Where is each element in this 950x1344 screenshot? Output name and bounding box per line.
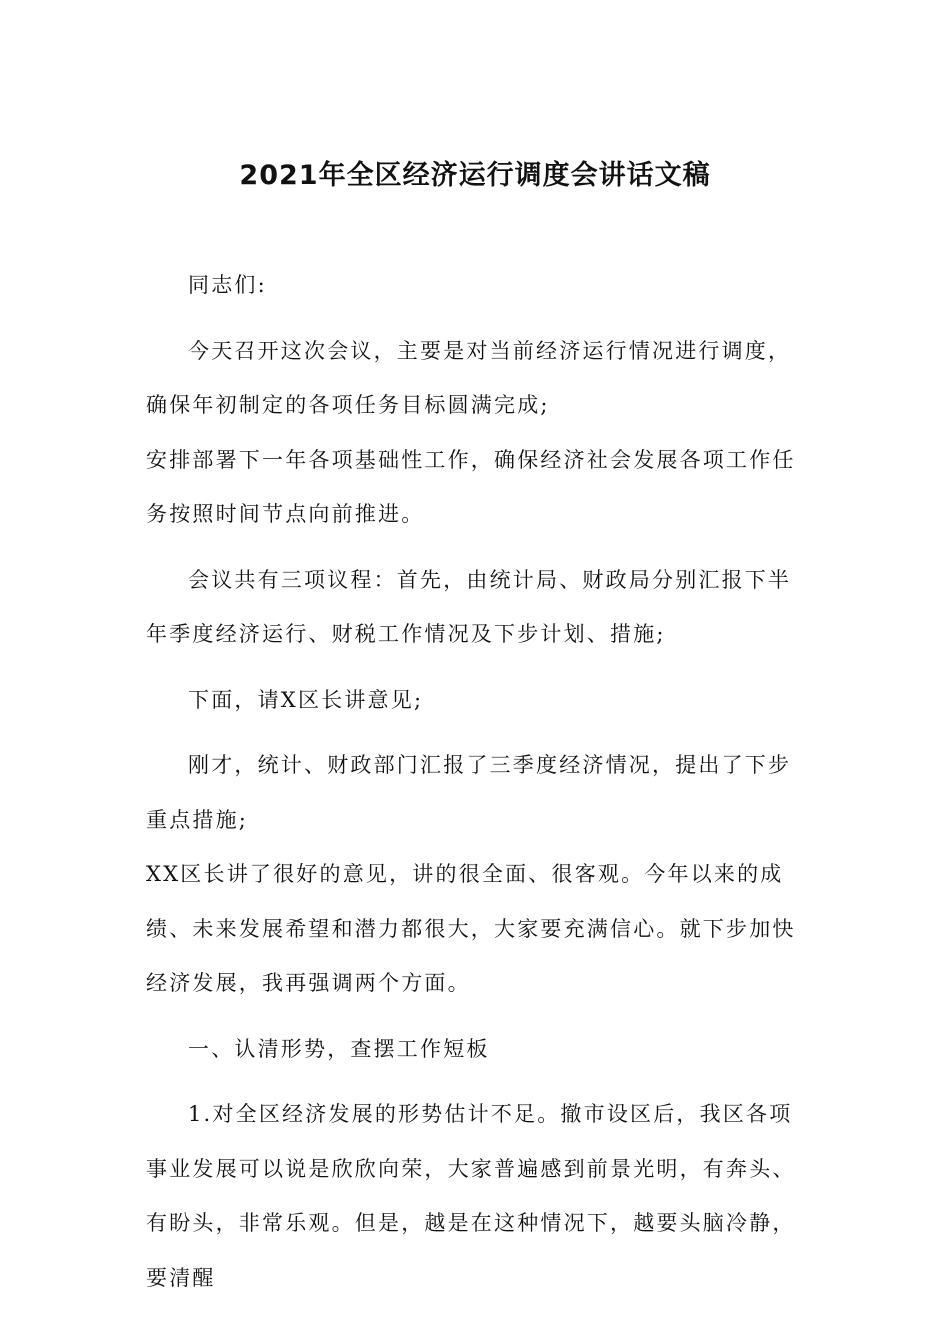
paragraph: 今天召开这次会议，主要是对当前经济运行情况进行调度，确保年初制定的各项任务目标圆满完成; [146, 338, 792, 417]
document-title: 2021年全区经济运行调度会讲话文稿 [239, 160, 711, 191]
paragraph: 安排部署下一年各项基础性工作，确保经济社会发展各项工作任务按照时间节点向前推进。 [146, 447, 796, 526]
paragraph: 下面，请X区长讲意见; [188, 687, 424, 712]
paragraph: 会议共有三项议程：首先，由统计局、财政局分别汇报下半年季度经济运行、财税工作情况及下步计划、措施; [146, 567, 792, 646]
document-body [146, 258, 806, 1305]
paragraph: XX区长讲了很好的意见，讲的很全面、很客观。今年以来的成绩、未来发展希望和潜力都很大，大家要充满信心。就下步加快经济发展，我再强调两个方面。 [146, 862, 796, 995]
paragraph: 1.对全区经济发展的形势估计不足。撤市设区后，我区各项事业发展可以说是欣欣向荣，大家普遍感到前景光明，有奔头、有盼头，非常乐观。但是，越是在这种情况下，越要头脑冷静，要清醒 [146, 1102, 796, 1290]
paragraph: 同志们: [188, 273, 267, 297]
paragraph: 刚才，统计、财政部门汇报了三季度经济情况，提出了下步重点措施; [146, 753, 792, 832]
section-heading: 一、认清形势，查摆工作短板 [188, 1036, 490, 1061]
